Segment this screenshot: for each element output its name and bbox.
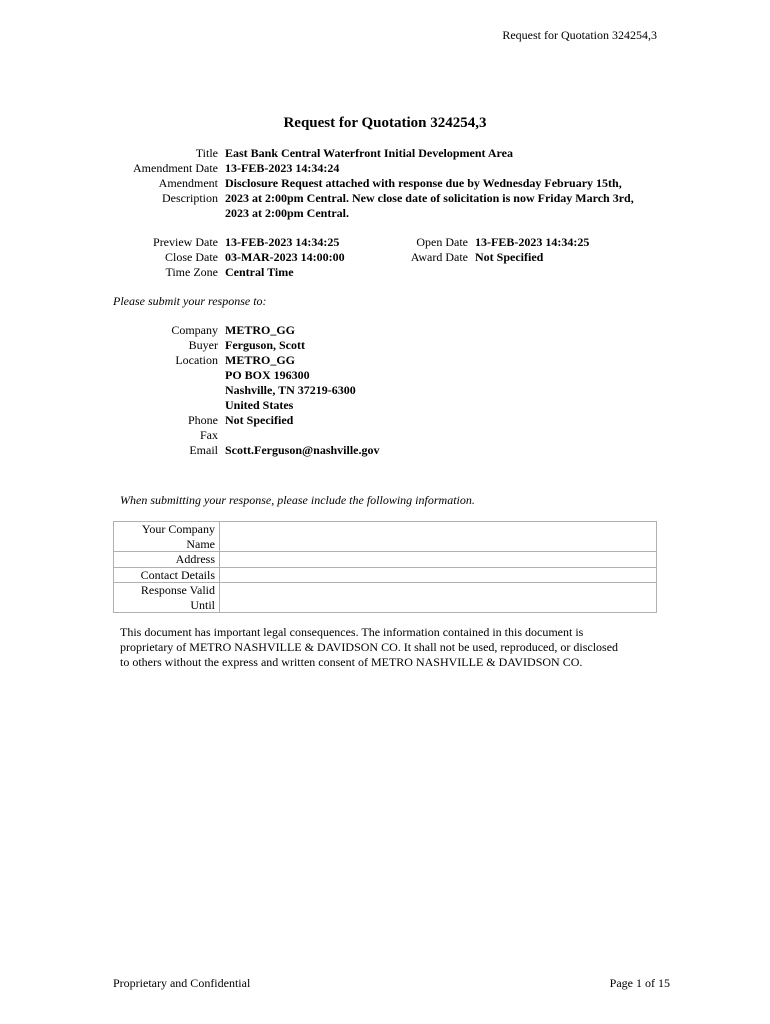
location-line: METRO_GG <box>225 353 296 367</box>
row-label-line: Until <box>190 597 215 612</box>
page-number: Page 1 of 15 <box>609 976 670 990</box>
amendment-label: Amendment <box>158 176 218 190</box>
row-label-line: Your Company <box>141 522 215 536</box>
amendment-description-line1: Disclosure Request attached with response due by Wednesday February 15th, <box>225 176 622 190</box>
buyer-label: Buyer <box>188 338 218 352</box>
submit-prompt: Please submit your response to: <box>113 294 267 308</box>
time-zone-label: Time Zone <box>165 265 218 279</box>
award-date-value: Not Specified <box>475 250 544 264</box>
company-value: METRO_GG <box>225 323 296 337</box>
table-row <box>114 522 657 552</box>
location-label: Location <box>175 353 218 367</box>
legal-line: to others without the express and written consent of METRO NASHVILLE & DAVIDSON CO. <box>120 655 583 669</box>
contact-details-label: Contact Details <box>114 567 220 583</box>
include-prompt: When submitting your response, please include the following information. <box>120 493 475 507</box>
email-value: Scott.Ferguson@nashville.gov <box>225 443 380 457</box>
amendment-date-label: Amendment Date <box>133 161 218 175</box>
row-label-line: Name <box>186 536 215 551</box>
close-date-value: 03-MAR-2023 14:00:00 <box>225 250 345 264</box>
address-field[interactable] <box>220 552 657 568</box>
phone-value: Not Specified <box>225 413 294 427</box>
award-date-label: Award Date <box>410 250 468 264</box>
company-label: Company <box>171 323 218 337</box>
description-label: Description <box>162 191 218 205</box>
response-valid-until-label <box>114 583 220 613</box>
location-line: United States <box>225 398 294 412</box>
footer-confidential: Proprietary and Confidential <box>113 976 251 990</box>
table-row <box>114 583 657 613</box>
running-header: Request for Quotation 324254,3 <box>502 28 657 42</box>
contact-details-field[interactable] <box>220 567 657 583</box>
title-value: East Bank Central Waterfront Initial Development Area <box>225 146 513 160</box>
amendment-date-value: 13-FEB-2023 14:34:24 <box>225 161 340 175</box>
fax-label: Fax <box>200 428 218 442</box>
table-row <box>114 552 657 568</box>
preview-date-value: 13-FEB-2023 14:34:25 <box>225 235 340 249</box>
amendment-description-line2: 2023 at 2:00pm Central. New close date of solicitation is now Friday March 3rd, <box>225 191 634 205</box>
response-valid-until-field[interactable] <box>220 583 657 613</box>
open-date-value: 13-FEB-2023 14:34:25 <box>475 235 590 249</box>
address-label: Address <box>114 552 220 568</box>
legal-notice <box>120 625 660 670</box>
email-label: Email <box>189 443 218 457</box>
response-info-table <box>113 521 657 613</box>
table-row <box>114 567 657 583</box>
time-zone-value: Central Time <box>225 265 294 279</box>
your-company-name-field[interactable] <box>220 522 657 552</box>
buyer-value: Ferguson, Scott <box>225 338 305 352</box>
row-label-line: Response Valid <box>140 583 215 597</box>
location-line: Nashville, TN 37219-6300 <box>225 383 356 397</box>
preview-date-label: Preview Date <box>153 235 218 249</box>
title-label: Title <box>195 146 218 160</box>
amendment-description-line3: 2023 at 2:00pm Central. <box>225 206 349 220</box>
location-line: PO BOX 196300 <box>225 368 310 382</box>
close-date-label: Close Date <box>165 250 218 264</box>
phone-label: Phone <box>188 413 218 427</box>
legal-line: This document has important legal consequences. The information contained in this document is <box>120 625 584 639</box>
open-date-label: Open Date <box>416 235 468 249</box>
your-company-name-label <box>114 522 220 552</box>
page-title: Request for Quotation 324254,3 <box>283 115 487 131</box>
legal-line: proprietary of METRO NASHVILLE & DAVIDSON CO. It shall not be used, reproduced, or disclosed <box>120 640 619 654</box>
